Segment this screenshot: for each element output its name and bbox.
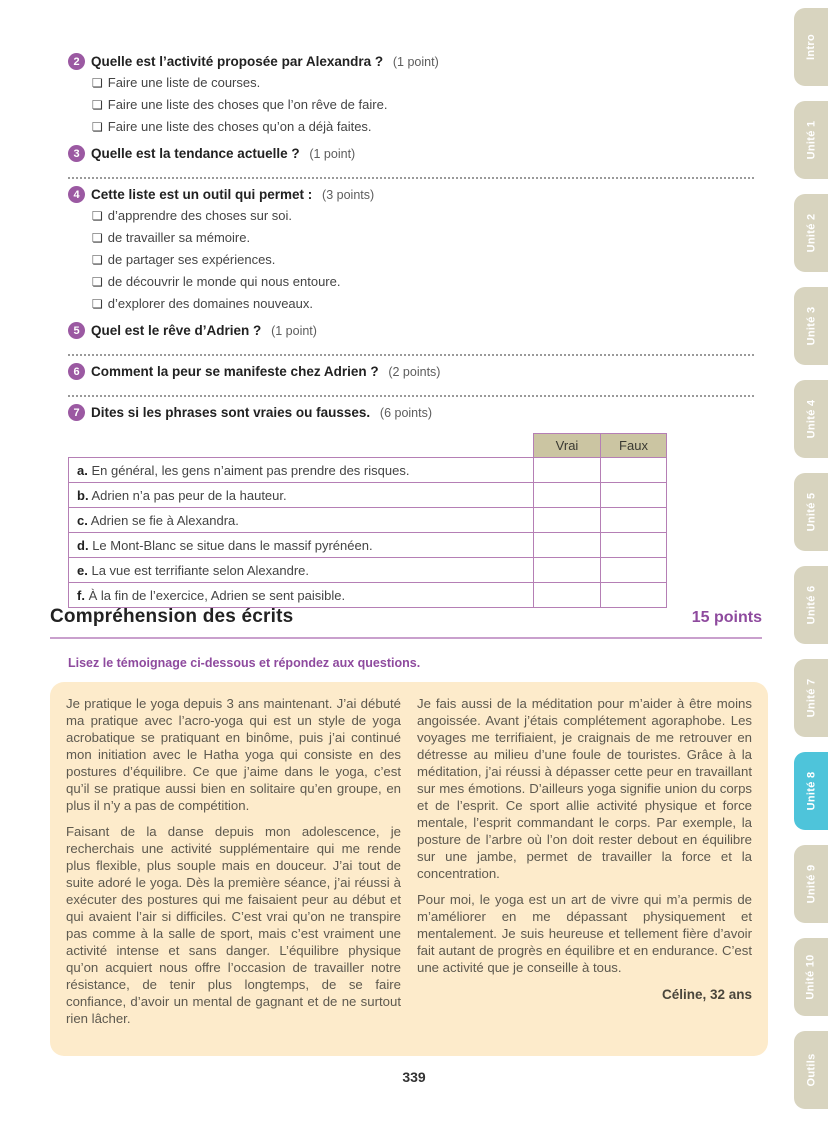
tab-label: Unité 7 bbox=[805, 678, 817, 718]
statement-d bbox=[69, 533, 534, 558]
question-7 bbox=[68, 403, 754, 423]
tab-intro[interactable] bbox=[794, 8, 828, 86]
testimony-passage bbox=[50, 682, 768, 1056]
vrai-cell-d[interactable] bbox=[534, 533, 601, 558]
question-3-number-badge: 3 bbox=[68, 145, 85, 162]
question-5-label: Quel est le rêve d’Adrien ? bbox=[91, 323, 262, 338]
tab-label: Intro bbox=[804, 34, 817, 60]
row-text: Adrien se fie à Alexandra. bbox=[90, 512, 239, 528]
question-3-points: (1 point) bbox=[309, 147, 356, 161]
faux-cell-d[interactable] bbox=[601, 533, 667, 558]
question-3-text bbox=[91, 144, 355, 164]
row-label: e. bbox=[77, 562, 88, 578]
option-label: de travailler sa mémoire. bbox=[107, 230, 251, 245]
statement-a bbox=[69, 458, 534, 483]
question-4-option-5[interactable] bbox=[68, 293, 754, 315]
question-2-label: Quelle est l’activité proposée par Alexandra ? bbox=[91, 54, 384, 69]
tab-unite-2[interactable] bbox=[794, 194, 828, 272]
question-6-label: Comment la peur se manifeste chez Adrien ? bbox=[91, 364, 379, 379]
column-header-vrai: Vrai bbox=[534, 434, 601, 458]
question-4-text bbox=[91, 185, 374, 205]
tab-label: Unité 1 bbox=[805, 120, 817, 160]
tab-label: Outils bbox=[805, 1053, 817, 1087]
question-4-label: Cette liste est un outil qui permet : bbox=[91, 187, 313, 202]
question-5-number-badge: 5 bbox=[68, 322, 85, 339]
checkbox-icon[interactable]: ❏ bbox=[92, 98, 103, 112]
tab-unite-3[interactable] bbox=[794, 287, 828, 365]
question-4 bbox=[68, 185, 754, 205]
question-7-points: (6 points) bbox=[379, 406, 433, 420]
row-text: Le Mont-Blanc se situe dans le massif pyrénéen. bbox=[92, 537, 373, 553]
tab-unite-8-active[interactable] bbox=[794, 752, 828, 830]
option-label: de partager ses expériences. bbox=[107, 252, 276, 267]
passage-column-left bbox=[66, 695, 401, 1043]
tab-unite-1[interactable] bbox=[794, 101, 828, 179]
row-label: c. bbox=[77, 512, 88, 528]
option-label: d’explorer des domaines nouveaux. bbox=[107, 296, 314, 311]
faux-cell-c[interactable] bbox=[601, 508, 667, 533]
question-7-text bbox=[91, 403, 432, 423]
faux-cell-f[interactable] bbox=[601, 583, 667, 608]
true-false-table bbox=[68, 433, 667, 608]
tab-unite-4[interactable] bbox=[794, 380, 828, 458]
tab-unite-6[interactable] bbox=[794, 566, 828, 644]
vrai-cell-e[interactable] bbox=[534, 558, 601, 583]
question-4-option-3[interactable] bbox=[68, 249, 754, 271]
passage-paragraph-1: Je pratique le yoga depuis 3 ans maintenant. J’ai débuté ma pratique avec l’acro-yoga qui est un style de yoga acrobatique se pratiquant en binôme, puis j’ai continué mon initiation avec le Hatha yoga qui consiste en des postures d’équilibre. Ce que j’aime dans le yoga, c’est qu’il se pratique aussi bien en solitaire qu’en groupe, en plus il n’y a pas de compétition. bbox=[66, 696, 401, 813]
question-5-points: (1 point) bbox=[271, 324, 317, 338]
question-6-text bbox=[91, 362, 440, 382]
tab-label: Unité 9 bbox=[805, 864, 817, 904]
passage-paragraph-3: Je fais aussi de la méditation pour m’aider à être moins angoissée. Avant j’étais complétement agoraphobe. Les voyages me terrifiaient, je craignais de me retrouver en détresse au milieu d’une foule de touristes. Grâce à la méditation, j’ai réussi à dépasser cette peur en travaillant sur mes émotions. D’ailleurs yoga signifie union du corps et de l’esprit. Ce sport allie activité physique et force mentale, l’esprit commandant le corps. Par exemple, la posture de l’arbre où l’on doit rester debout en équilibre sur une jambe, permet de travailler la force et la concentration. bbox=[417, 696, 752, 881]
section-instruction: Lisez le témoignage ci-dessous et répondez aux questions. bbox=[68, 656, 421, 670]
checkbox-icon[interactable]: ❏ bbox=[92, 231, 103, 245]
question-7-number-badge: 7 bbox=[68, 404, 85, 421]
question-2 bbox=[68, 52, 754, 72]
tab-unite-7[interactable] bbox=[794, 659, 828, 737]
row-text: À la fin de l’exercice, Adrien se sent paisible. bbox=[88, 587, 346, 603]
table-header-spacer bbox=[69, 434, 534, 458]
checkbox-icon[interactable]: ❏ bbox=[92, 209, 103, 223]
tab-label: Unité 4 bbox=[805, 399, 817, 439]
statement-b bbox=[69, 483, 534, 508]
checkbox-icon[interactable]: ❏ bbox=[92, 120, 103, 134]
column-header-faux: Faux bbox=[601, 434, 667, 458]
section-points: 15 points bbox=[691, 609, 762, 626]
row-text: Adrien n’a pas peur de la hauteur. bbox=[91, 487, 287, 503]
option-label: Faire une liste des choses qu’on a déjà faites. bbox=[107, 119, 372, 134]
question-3 bbox=[68, 144, 754, 164]
passage-signature: Céline, 32 ans bbox=[661, 987, 752, 1002]
statement-e bbox=[69, 558, 534, 583]
tab-unite-9[interactable] bbox=[794, 845, 828, 923]
tab-label: Unité 3 bbox=[805, 306, 817, 346]
tab-label: Unité 2 bbox=[805, 213, 817, 253]
tab-unite-5[interactable] bbox=[794, 473, 828, 551]
question-6-points: (2 points) bbox=[388, 365, 441, 379]
statement-c bbox=[69, 508, 534, 533]
tab-label: Unité 6 bbox=[805, 585, 817, 625]
question-4-points: (3 points) bbox=[322, 188, 375, 202]
questions-section bbox=[68, 46, 754, 608]
question-4-option-4[interactable] bbox=[68, 271, 754, 293]
faux-cell-e[interactable] bbox=[601, 558, 667, 583]
question-6-number-badge: 6 bbox=[68, 363, 85, 380]
question-4-option-2[interactable] bbox=[68, 227, 754, 249]
question-3-label: Quelle est la tendance actuelle ? bbox=[91, 146, 300, 161]
question-2-option-1[interactable] bbox=[68, 72, 754, 94]
faux-cell-a[interactable] bbox=[601, 458, 667, 483]
vrai-cell-c[interactable] bbox=[534, 508, 601, 533]
row-label: f. bbox=[77, 587, 85, 603]
question-2-number-badge: 2 bbox=[68, 53, 85, 70]
checkbox-icon[interactable]: ❏ bbox=[92, 76, 103, 90]
question-2-points: (1 point) bbox=[392, 55, 439, 69]
passage-column-right bbox=[417, 695, 752, 1043]
table-row bbox=[69, 583, 667, 608]
row-label: b. bbox=[77, 487, 89, 503]
vrai-cell-b[interactable] bbox=[534, 483, 601, 508]
faux-cell-b[interactable] bbox=[601, 483, 667, 508]
question-4-option-1[interactable] bbox=[68, 205, 754, 227]
passage-paragraph-4: Pour moi, le yoga est un art de vivre qui m’a permis de m’améliorer en me dépassant physiquement et mentalement. Je suis heureuse et tellement fière d’avoir fait autant de progrès en équilibre et en endurance. C’est une activité que je conseille à tous. bbox=[417, 892, 752, 975]
unit-tabs-sidebar bbox=[788, 0, 828, 1123]
answer-line[interactable] bbox=[68, 354, 754, 356]
checkbox-icon[interactable]: ❏ bbox=[92, 275, 103, 289]
question-4-number-badge: 4 bbox=[68, 186, 85, 203]
table-row bbox=[69, 483, 667, 508]
checkbox-icon[interactable]: ❏ bbox=[92, 297, 103, 311]
section-title: Compréhension des écrits bbox=[50, 606, 294, 627]
row-text: La vue est terrifiante selon Alexandre. bbox=[91, 562, 309, 578]
tab-label: Unité 8 bbox=[805, 771, 817, 811]
table-row bbox=[69, 458, 667, 483]
table-row bbox=[69, 533, 667, 558]
tab-outils[interactable] bbox=[794, 1031, 828, 1109]
question-2-option-3[interactable] bbox=[68, 116, 754, 138]
table-row bbox=[69, 508, 667, 533]
tab-label: Unité 10 bbox=[805, 954, 818, 1000]
section-header bbox=[50, 606, 762, 628]
tab-unite-10[interactable] bbox=[794, 938, 828, 1016]
answer-line[interactable] bbox=[68, 177, 754, 179]
row-label: a. bbox=[77, 462, 88, 478]
answer-line[interactable] bbox=[68, 395, 754, 397]
option-label: d’apprendre des choses sur soi. bbox=[107, 208, 293, 223]
vrai-cell-f[interactable] bbox=[534, 583, 601, 608]
question-2-text bbox=[91, 52, 439, 72]
passage-paragraph-2: Faisant de la danse depuis mon adolescence, je recherchais une activité supplémentaire qui me rende plus flexible, plus souple mais en douceur. J’ai tout de suite adoré le yoga. Dès la première séance, j’ai réussi à exécuter des postures qui me faisaient peur au début et qui avaient l’air si difficiles. C’est vrai qu’on ne transpire pas comme à la salle de sport, mais c’est vraiment une activité intense et sans danger. L’équilibre physique qu’on acquiert nous offre l’occasion de travailler notre résistance, de tenir plus longtemps, de se faire confiance, d’avoir un mental de gagnant et de ne surtout rien lâcher. bbox=[66, 824, 401, 1026]
row-text: En général, les gens n’aiment pas prendre des risques. bbox=[91, 462, 410, 478]
table-header-row bbox=[69, 434, 667, 458]
vrai-cell-a[interactable] bbox=[534, 458, 601, 483]
row-label: d. bbox=[77, 537, 89, 553]
checkbox-icon[interactable]: ❏ bbox=[92, 253, 103, 267]
table-row bbox=[69, 558, 667, 583]
option-label: Faire une liste des choses que l’on rêve de faire. bbox=[107, 97, 388, 112]
question-5 bbox=[68, 321, 754, 341]
question-6 bbox=[68, 362, 754, 382]
question-2-option-2[interactable] bbox=[68, 94, 754, 116]
statement-f bbox=[69, 583, 534, 608]
section-divider bbox=[50, 637, 762, 639]
tab-label: Unité 5 bbox=[805, 492, 817, 532]
question-5-text bbox=[91, 321, 317, 341]
question-7-label: Dites si les phrases sont vraies ou fausses. bbox=[91, 405, 371, 420]
option-label: de découvrir le monde qui nous entoure. bbox=[107, 274, 341, 289]
page-number: 339 bbox=[402, 1069, 426, 1085]
option-label: Faire une liste de courses. bbox=[107, 75, 261, 90]
